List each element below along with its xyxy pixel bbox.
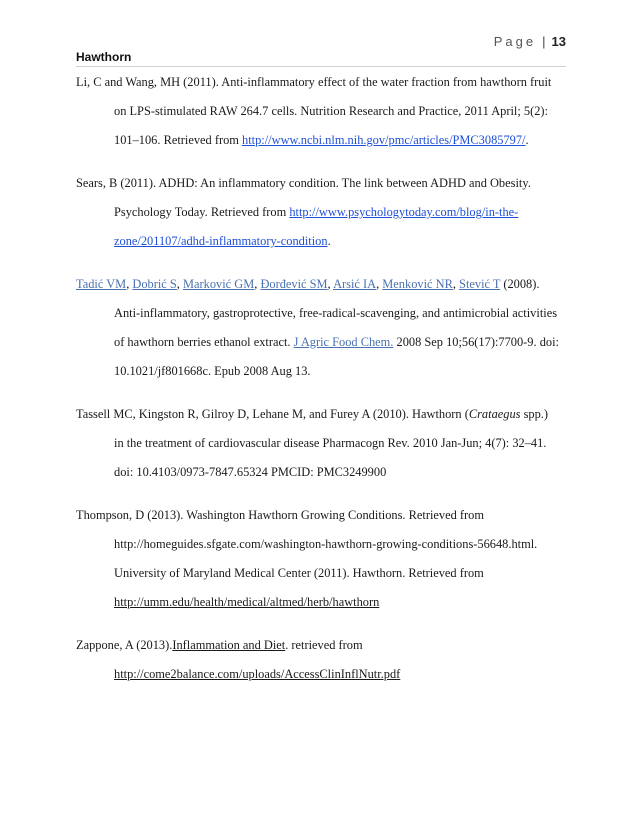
ref3-line3 bbox=[76, 328, 566, 357]
reference-thompson bbox=[76, 501, 566, 617]
ref2-line1: Sears, B (2011). ADHD: An inflammatory condition. The link between ADHD and Obesity. bbox=[76, 176, 531, 190]
journal-link[interactable]: J Agric Food Chem. bbox=[293, 335, 394, 349]
reference-li-wang bbox=[76, 68, 566, 155]
ref6-line2 bbox=[76, 660, 566, 689]
ref1-line3 bbox=[76, 126, 566, 155]
ref1-line2: on LPS-stimulated RAW 264.7 cells. Nutrition Research and Practice, 2011 April; 5(2): bbox=[114, 104, 548, 118]
ref5-line1: Thompson, D (2013). Washington Hawthorn Growing Conditions. Retrieved from bbox=[76, 508, 484, 522]
ref6-title: Inflammation and Diet bbox=[172, 638, 286, 652]
author-link-dobric[interactable]: Dobrić S bbox=[132, 277, 177, 291]
spacer bbox=[76, 155, 566, 169]
ref3-line3-text: of hawthorn berries ethanol extract. bbox=[114, 335, 294, 349]
ref4-line3: doi: 10.4103/0973-7847.65324 PMCID: PMC3249900 bbox=[114, 465, 387, 479]
ref2-line2 bbox=[76, 198, 566, 227]
ref4-line1-text: Tassell MC, Kingston R, Gilroy D, Lehane M, and Furey A (2010). Hawthorn ( bbox=[76, 407, 469, 421]
reference-list bbox=[76, 68, 566, 689]
ref1-line3-end: . bbox=[525, 133, 529, 147]
ref4-line1 bbox=[76, 400, 566, 429]
ref6-line1-end: . retrieved from bbox=[285, 638, 363, 652]
ref3-year: (2008). bbox=[500, 277, 540, 291]
page-number-value: 13 bbox=[551, 34, 566, 49]
ref4-genus: Crataegus bbox=[468, 407, 521, 421]
ref2-url-link-part1[interactable]: http://www.psychologytoday.com/blog/in-the- bbox=[289, 205, 519, 219]
ref3-line1: Tadić VM, Dobrić S, Marković GM, Đorđević SM, Arsić IA, Menković NR, Stević T (2008). bbox=[76, 277, 540, 291]
section-title: Hawthorn bbox=[76, 50, 132, 64]
author-link-markovic[interactable]: Marković GM bbox=[183, 277, 255, 291]
ref2-line2-text: Psychology Today. Retrieved from bbox=[114, 205, 290, 219]
author-link-menkovic[interactable]: Menković NR bbox=[382, 277, 453, 291]
ref3-line4: 10.1021/jf801668c. Epub 2008 Aug 13. bbox=[114, 364, 311, 378]
ref3-line2: Anti-inflammatory, gastroprotective, free-radical-scavenging, and antimicrobial activities bbox=[114, 306, 558, 320]
page-number bbox=[494, 34, 566, 49]
ref6-line1-text: Zappone, A (2013). bbox=[76, 638, 173, 652]
ref4-line1-end: spp.) bbox=[520, 407, 549, 421]
author-link-arsic[interactable]: Arsić IA bbox=[333, 277, 377, 291]
page-label: Page bbox=[493, 34, 537, 49]
header-divider bbox=[76, 66, 566, 67]
ref5-line4 bbox=[76, 588, 566, 617]
reference-sears bbox=[76, 169, 566, 256]
ref2-line3-end: . bbox=[327, 234, 331, 248]
reference-tassell bbox=[76, 400, 566, 487]
reference-zappone bbox=[76, 631, 566, 689]
author-link-stevic[interactable]: Stević T bbox=[459, 277, 501, 291]
ref5-line2: http://homeguides.sfgate.com/washington-hawthorn-growing-conditions-56648.html. bbox=[114, 537, 538, 551]
ref2-url-link-part2[interactable]: zone/201107/adhd-inflammatory-condition bbox=[114, 234, 328, 248]
ref3-line3-end: 2008 Sep 10;56(17):7700-9. doi: bbox=[393, 335, 559, 349]
ref5-line3: University of Maryland Medical Center (2011). Hawthorn. Retrieved from bbox=[114, 566, 484, 580]
author-link-tadic[interactable]: Tadić VM bbox=[76, 277, 127, 291]
spacer bbox=[76, 487, 566, 501]
ref4-line2: in the treatment of cardiovascular disease Pharmacogn Rev. 2010 Jan-Jun; 4(7): 32–41. bbox=[114, 436, 547, 450]
ref1-line1: Li, C and Wang, MH (2011). Anti-inflammatory effect of the water fraction from hawthorn fruit bbox=[76, 75, 552, 89]
ref6-url-link[interactable]: http://come2balance.com/uploads/AccessClinInflNutr.pdf bbox=[114, 667, 401, 681]
ref6-line1 bbox=[76, 631, 566, 660]
spacer bbox=[76, 386, 566, 400]
ref1-url-link[interactable]: http://www.ncbi.nlm.nih.gov/pmc/articles/PMC3085797/ bbox=[242, 133, 526, 147]
ref2-line3 bbox=[76, 227, 566, 256]
ref5-url-link[interactable]: http://umm.edu/health/medical/altmed/herb/hawthorn bbox=[114, 595, 380, 609]
ref1-line3-text: 101–106. Retrieved from bbox=[114, 133, 243, 147]
spacer bbox=[76, 256, 566, 270]
page-separator: | bbox=[542, 34, 546, 49]
spacer bbox=[76, 617, 566, 631]
author-link-dordevic[interactable]: Đorđević SM bbox=[260, 277, 328, 291]
reference-tadic bbox=[76, 270, 566, 386]
